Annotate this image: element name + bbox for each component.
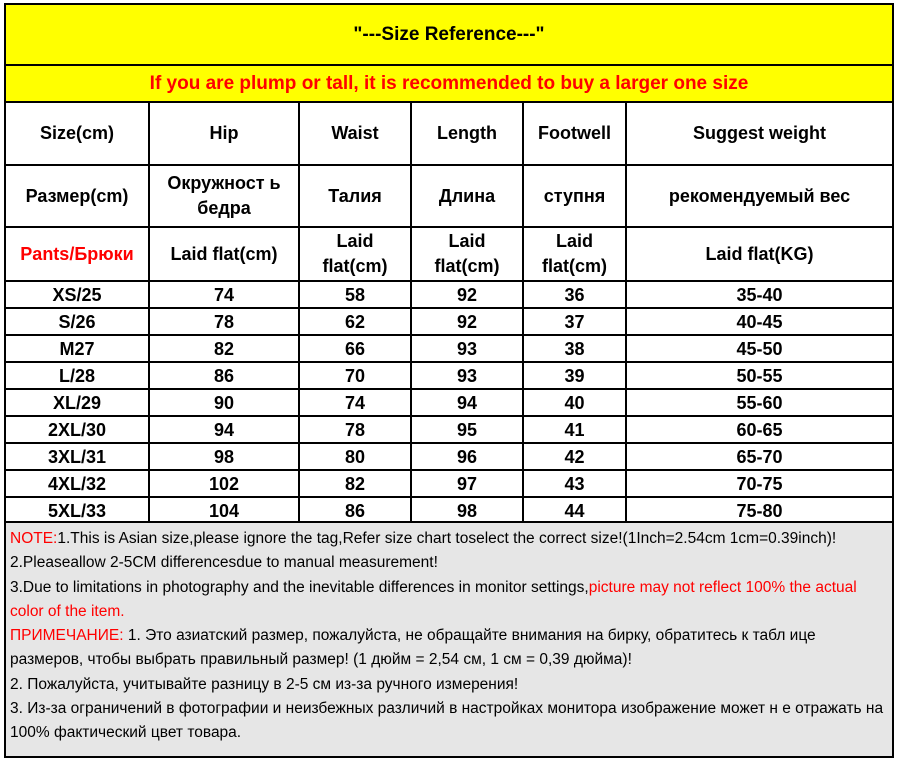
table-cell: 36 xyxy=(523,281,626,308)
table-row xyxy=(6,497,892,524)
table-row xyxy=(6,443,892,470)
column-header: Size(cm) xyxy=(6,103,149,165)
table-cell: S/26 xyxy=(6,308,149,335)
table-cell: 86 xyxy=(299,497,411,524)
column-header: Размер(cm) xyxy=(6,165,149,227)
units-row xyxy=(6,227,892,281)
table-cell: 50-55 xyxy=(626,362,892,389)
table-cell: 98 xyxy=(411,497,523,524)
column-header: Hip xyxy=(149,103,299,165)
note-3 xyxy=(10,576,888,625)
table-row xyxy=(6,335,892,362)
table-cell: 102 xyxy=(149,470,299,497)
header-row-russian xyxy=(6,165,892,227)
header-row-english xyxy=(6,103,892,165)
note-ru-2: 2. Пожалуйста, учитывайте разницу в 2-5 см из-за ручного измерения! xyxy=(10,675,519,693)
table-cell: 40-45 xyxy=(626,308,892,335)
table-cell: 62 xyxy=(299,308,411,335)
table-cell: 42 xyxy=(523,443,626,470)
notes-section xyxy=(6,521,892,756)
table-cell: 4XL/32 xyxy=(6,470,149,497)
table-row xyxy=(6,470,892,497)
note-1 xyxy=(10,527,888,551)
table-cell: 82 xyxy=(299,470,411,497)
column-header: Waist xyxy=(299,103,411,165)
note-text: 1. Это азиатский размер, пожалуйста, не обращайте внимания на бирку, обратитесь к табл ице размеров, чтобы выбрать правильный размер! (1 дюйм = 2,54 см, 1 см = 0,39 дюйма)! xyxy=(10,627,816,669)
column-header: Талия xyxy=(299,165,411,227)
column-header: Длина xyxy=(411,165,523,227)
table-cell: 92 xyxy=(411,308,523,335)
size-recommendation: If you are plump or tall, it is recommended to buy a larger one size xyxy=(6,66,892,103)
table-cell: 90 xyxy=(149,389,299,416)
table-cell: 60-65 xyxy=(626,416,892,443)
table-cell: L/28 xyxy=(6,362,149,389)
note-2: 2.Pleaseallow 2-5CM differencesdue to manual measurement! xyxy=(10,554,438,572)
table-cell: 38 xyxy=(523,335,626,362)
column-header: Окружност ь бедра xyxy=(149,165,299,227)
unit-label: Laid flat(cm) xyxy=(149,227,299,281)
table-cell: 86 xyxy=(149,362,299,389)
table-cell: 104 xyxy=(149,497,299,524)
table-cell: 75-80 xyxy=(626,497,892,524)
column-header: Footwell xyxy=(523,103,626,165)
table-cell: 5XL/33 xyxy=(6,497,149,524)
table-cell: 96 xyxy=(411,443,523,470)
table-cell: 80 xyxy=(299,443,411,470)
note-label: ПРИМЕЧАНИЕ: xyxy=(10,627,124,645)
table-cell: 82 xyxy=(149,335,299,362)
chart-title: "---Size Reference---" xyxy=(6,5,892,66)
table-cell: 78 xyxy=(299,416,411,443)
table-cell: 74 xyxy=(299,389,411,416)
note-text: 1.This is Asian size,please ignore the tag,Refer size chart toselect the correct size!(1Inch=2.54cm 1cm=0.39inch)! xyxy=(57,530,837,547)
table-row xyxy=(6,308,892,335)
table-cell: 74 xyxy=(149,281,299,308)
table-cell: 94 xyxy=(411,389,523,416)
table-cell: M27 xyxy=(6,335,149,362)
table-cell: 70-75 xyxy=(626,470,892,497)
table-row xyxy=(6,389,892,416)
size-table xyxy=(6,103,892,525)
unit-label: Laid flat(cm) xyxy=(411,227,523,281)
garment-type-label: Pants/Брюки xyxy=(6,227,149,281)
table-cell: 92 xyxy=(411,281,523,308)
table-cell: 41 xyxy=(523,416,626,443)
unit-label: Laid flat(cm) xyxy=(299,227,411,281)
column-header: Suggest weight xyxy=(626,103,892,165)
table-cell: XS/25 xyxy=(6,281,149,308)
table-cell: 93 xyxy=(411,362,523,389)
table-cell: 97 xyxy=(411,470,523,497)
table-row xyxy=(6,281,892,308)
table-cell: 94 xyxy=(149,416,299,443)
table-cell: 78 xyxy=(149,308,299,335)
table-row xyxy=(6,362,892,389)
unit-label: Laid flat(KG) xyxy=(626,227,892,281)
table-cell: 43 xyxy=(523,470,626,497)
size-chart xyxy=(4,3,894,758)
table-cell: XL/29 xyxy=(6,389,149,416)
note-warning: picture may not reflect 100% the actual color of the item. xyxy=(10,578,857,620)
table-cell: 66 xyxy=(299,335,411,362)
column-header: рекомендуемый вес xyxy=(626,165,892,227)
column-header: ступня xyxy=(523,165,626,227)
table-cell: 95 xyxy=(411,416,523,443)
table-cell: 2XL/30 xyxy=(6,416,149,443)
note-label: NOTE: xyxy=(10,530,58,547)
table-cell: 37 xyxy=(523,308,626,335)
table-cell: 40 xyxy=(523,389,626,416)
table-row xyxy=(6,416,892,443)
table-cell: 39 xyxy=(523,362,626,389)
table-cell: 3XL/31 xyxy=(6,443,149,470)
column-header: Length xyxy=(411,103,523,165)
table-cell: 58 xyxy=(299,281,411,308)
note-ru-1 xyxy=(10,624,888,673)
table-cell: 35-40 xyxy=(626,281,892,308)
table-cell: 98 xyxy=(149,443,299,470)
table-cell: 45-50 xyxy=(626,335,892,362)
table-cell: 65-70 xyxy=(626,443,892,470)
unit-label: Laid flat(cm) xyxy=(523,227,626,281)
table-cell: 55-60 xyxy=(626,389,892,416)
note-ru-3: 3. Из-за ограничений в фотографии и неизбежных различий в настройках монитора изображение может н е отражать на 100% фактический цвет товара. xyxy=(10,700,884,742)
note-text: 3.Due to limitations in photography and the inevitable differences in monitor settings, xyxy=(10,578,589,596)
table-cell: 44 xyxy=(523,497,626,524)
table-cell: 93 xyxy=(411,335,523,362)
table-cell: 70 xyxy=(299,362,411,389)
